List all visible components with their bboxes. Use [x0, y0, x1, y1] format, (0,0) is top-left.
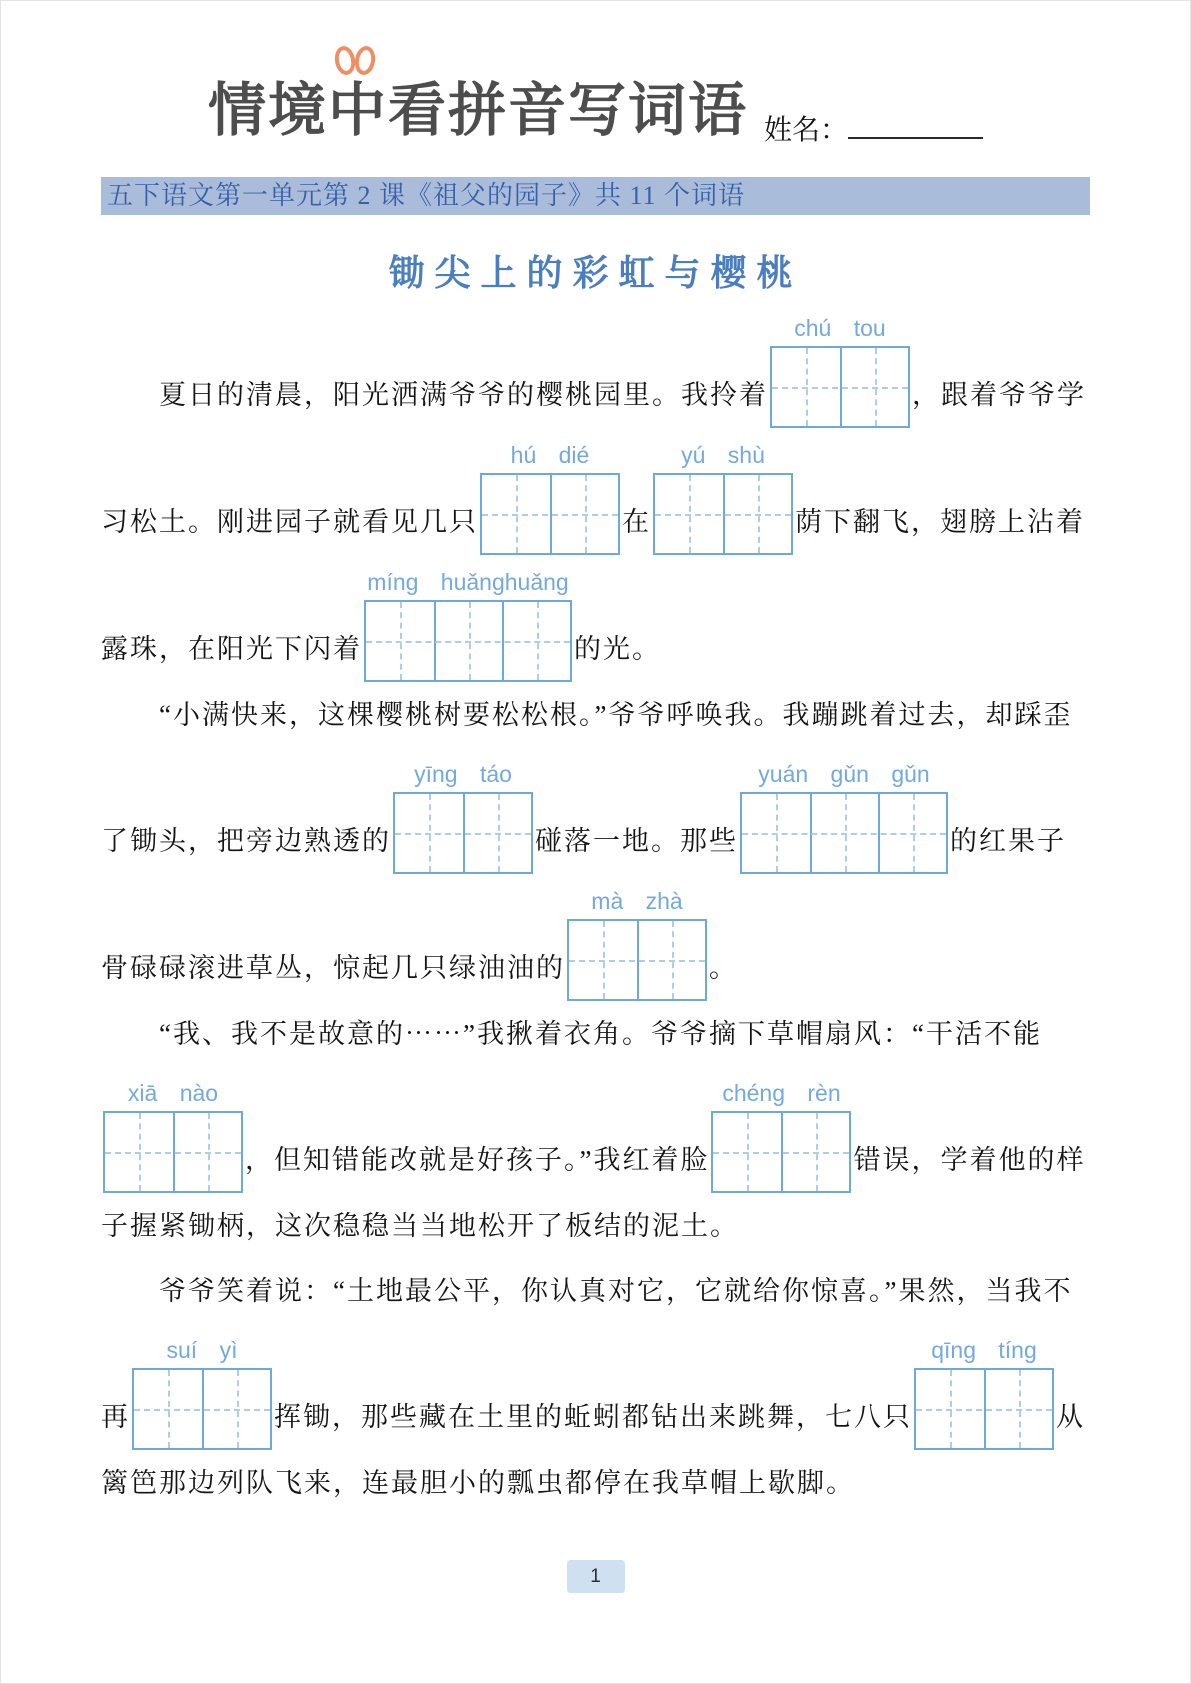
pinyin-label: qīng tíng [931, 1337, 1037, 1363]
body-text: 骨碌碌滚进草丛，惊起几只绿油油的 [101, 953, 565, 983]
worksheet-header [101, 63, 1090, 147]
tianzige-cells [103, 1111, 243, 1193]
article-title: 锄尖上的彩虹与樱桃 [388, 253, 803, 293]
text-line [101, 314, 1090, 428]
text-line [101, 695, 1090, 735]
text-line [101, 568, 1090, 682]
body-text: 爷爷笑着说：“土地最公平，你认真对它，它就给你惊喜。”果然，当我不 [101, 1276, 1073, 1306]
pinyin-label: míng huǎnghuǎng [367, 569, 569, 595]
body-text: ，跟着爷爷学 [912, 380, 1086, 410]
text-line [101, 887, 1090, 1001]
unit-header-bar [101, 177, 1090, 215]
body-text: 在 [622, 507, 651, 537]
tianzige-cell[interactable] [569, 921, 637, 999]
text-line [101, 1079, 1090, 1193]
tianzige-cell[interactable] [840, 348, 908, 426]
tianzige-cell[interactable] [463, 794, 531, 872]
tianzige-cells [364, 600, 572, 682]
tianzige-cell[interactable] [202, 1370, 270, 1448]
tianzige-cell[interactable] [878, 794, 946, 872]
writing-box-group[interactable] [364, 568, 572, 682]
body-text: 挥锄，那些藏在土里的蚯蚓都钻出来跳舞，七八只 [274, 1402, 912, 1432]
tianzige-cell[interactable] [637, 921, 705, 999]
body-text: 的光。 [574, 634, 661, 664]
brand-logo [208, 63, 748, 147]
text-line [101, 1336, 1090, 1450]
tianzige-cell[interactable] [395, 794, 463, 872]
pinyin-label: hú dié [510, 442, 590, 468]
writing-box-group[interactable] [103, 1079, 243, 1193]
tianzige-cell[interactable] [655, 475, 723, 553]
body-text: 碰落一地。那些 [535, 826, 738, 856]
pinyin-label: yuán gǔn gǔn [758, 761, 930, 787]
worksheet-body [101, 314, 1090, 1668]
writing-box-group[interactable] [132, 1336, 272, 1450]
tianzige-cell[interactable] [134, 1370, 202, 1448]
pinyin-label: yú shù [681, 442, 765, 468]
tianzige-cell[interactable] [173, 1113, 241, 1191]
pinyin-label: mà zhà [591, 888, 683, 914]
name-fill-in-blank[interactable] [848, 111, 983, 139]
text-line [101, 441, 1090, 555]
writing-box-group[interactable] [914, 1336, 1054, 1450]
tianzige-cell[interactable] [810, 794, 878, 872]
writing-box-group[interactable] [653, 441, 793, 555]
text-line [101, 760, 1090, 874]
name-label: 姓名： [764, 115, 849, 147]
body-text: 了锄头，把旁边熟透的 [101, 826, 391, 856]
tianzige-cells [711, 1111, 851, 1193]
logo-text-suffix: 看拼音写词语 [388, 78, 749, 143]
unit-header-text: 五下语文第一单元第 2 课《祖父的园子》共 11 个词语 [107, 181, 746, 210]
text-line [101, 1206, 1090, 1246]
pinyin-label: chéng rèn [722, 1080, 841, 1106]
writing-box-group[interactable] [480, 441, 620, 555]
tianzige-cells [567, 919, 707, 1001]
tianzige-cells [480, 473, 620, 555]
body-text: 。 [709, 953, 738, 983]
text-line [101, 1014, 1090, 1054]
writing-box-group[interactable] [711, 1079, 851, 1193]
tianzige-cell[interactable] [713, 1113, 781, 1191]
logo-text-prefix: 情境 [207, 78, 328, 143]
writing-box-group[interactable] [740, 760, 948, 874]
body-text: ，但知错能改就是好孩子。”我红着脸 [245, 1145, 710, 1175]
body-text: 错误，学着他的样 [853, 1145, 1086, 1175]
body-text: 从 [1056, 1402, 1085, 1432]
body-text: 夏日的清晨，阳光洒满爷爷的樱桃园里。我拎着 [101, 380, 768, 410]
page-number-badge: 1 [567, 1560, 625, 1593]
tianzige-cell[interactable] [482, 475, 550, 553]
pinyin-label: yīng táo [414, 761, 512, 787]
tianzige-cell[interactable] [742, 794, 810, 872]
body-text: 的红果子 [950, 826, 1066, 856]
tianzige-cell[interactable] [984, 1370, 1052, 1448]
body-text: “我、我不是故意的⋯⋯”我揪着衣角。爷爷摘下草帽扇风：“干活不能 [101, 1019, 1042, 1049]
tianzige-cell[interactable] [550, 475, 618, 553]
tianzige-cell[interactable] [781, 1113, 849, 1191]
pinyin-label: suí yì [166, 1337, 238, 1363]
body-text: 再 [101, 1402, 130, 1432]
bug-ears-icon: 中 [328, 63, 388, 147]
tianzige-cells [770, 346, 910, 428]
body-text: 篱笆那边列队飞来，连最胆小的瓢虫都停在我草帽上歇脚。 [101, 1468, 855, 1498]
tianzige-cell[interactable] [434, 602, 502, 680]
tianzige-cell[interactable] [366, 602, 434, 680]
writing-box-group[interactable] [567, 887, 707, 1001]
body-text: 荫下翻飞，翅膀上沾着 [795, 507, 1085, 537]
tianzige-cell[interactable] [916, 1370, 984, 1448]
tianzige-cells [393, 792, 533, 874]
tianzige-cells [914, 1368, 1054, 1450]
body-text: “小满快来，这棵樱桃树要松松根。”爷爷呼唤我。我蹦跳着过去，却踩歪 [101, 700, 1073, 730]
writing-box-group[interactable] [770, 314, 910, 428]
tianzige-cell[interactable] [502, 602, 570, 680]
writing-box-group[interactable] [393, 760, 533, 874]
tianzige-cells [653, 473, 793, 555]
body-text: 子握紧锄柄，这次稳稳当当地松开了板结的泥土。 [101, 1211, 739, 1241]
text-line [101, 1271, 1090, 1311]
text-line [101, 1463, 1090, 1503]
tianzige-cells [740, 792, 948, 874]
pinyin-label: xiā nào [127, 1080, 219, 1106]
tianzige-cell[interactable] [105, 1113, 173, 1191]
tianzige-cells [132, 1368, 272, 1450]
body-text: 习松土。刚进园子就看见几只 [101, 507, 478, 537]
tianzige-cell[interactable] [723, 475, 791, 553]
body-text: 露珠，在阳光下闪着 [101, 634, 362, 664]
tianzige-cell[interactable] [772, 348, 840, 426]
name-block [764, 111, 983, 147]
pinyin-label: chú tou [794, 315, 886, 341]
